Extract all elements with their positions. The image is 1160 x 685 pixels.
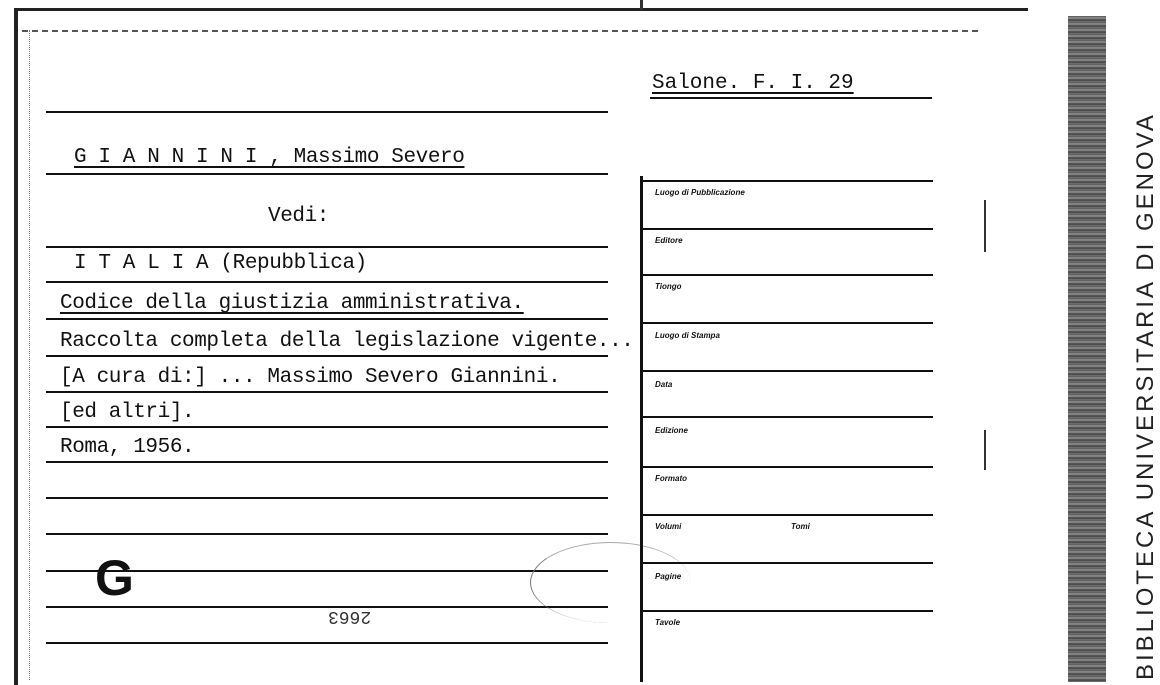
collection-letter: G bbox=[95, 550, 134, 606]
library-stamp bbox=[1112, 20, 1159, 680]
card-rule bbox=[46, 318, 608, 320]
card-rule bbox=[46, 606, 608, 608]
form-label-format: Formato bbox=[655, 474, 687, 483]
card-rule bbox=[46, 355, 608, 357]
form-row bbox=[643, 370, 933, 372]
author-heading: G I A N N I N I , Massimo Severo bbox=[74, 146, 465, 169]
card-rule bbox=[46, 461, 608, 463]
editor-line: [A cura di:] ... Massimo Severo Giannini. bbox=[60, 366, 561, 389]
card-rule bbox=[46, 497, 608, 499]
shelfmark-rule bbox=[650, 97, 932, 99]
scan-mark bbox=[640, 0, 643, 10]
form-row bbox=[643, 466, 933, 468]
publication-form bbox=[640, 176, 933, 682]
card-rule bbox=[46, 426, 608, 428]
stamp-border bbox=[1068, 16, 1106, 682]
card-rule bbox=[46, 246, 608, 248]
card-rule bbox=[46, 173, 608, 175]
form-label-volumes: Volumi bbox=[655, 522, 682, 531]
form-label-tomes: Tomi bbox=[791, 522, 810, 531]
title-line-2: Raccolta completa della legislazione vigente... bbox=[60, 330, 634, 353]
shelfmark: Salone. F. I. 29 bbox=[652, 72, 854, 95]
scan-mark bbox=[984, 430, 986, 470]
form-row bbox=[643, 228, 933, 230]
card-left-edge bbox=[29, 30, 30, 680]
others-line: [ed altri]. bbox=[60, 401, 195, 424]
card-top-edge bbox=[22, 30, 978, 33]
form-label-publisher: Editore bbox=[655, 236, 683, 245]
form-row bbox=[643, 180, 933, 182]
form-row bbox=[643, 514, 933, 516]
form-row bbox=[643, 416, 933, 418]
imprint-line: Roma, 1956. bbox=[60, 436, 195, 459]
form-label-edition: Edizione bbox=[655, 426, 688, 435]
form-label-plates: Tavole bbox=[655, 618, 681, 627]
see-label: Vedi: bbox=[268, 205, 330, 228]
form-label-date: Data bbox=[655, 380, 673, 389]
scan-mark bbox=[984, 200, 986, 252]
form-label-print-place: Luogo di Stampa bbox=[655, 331, 720, 340]
form-row bbox=[643, 610, 933, 612]
card-rule bbox=[46, 533, 608, 535]
card-rule bbox=[46, 391, 608, 393]
inventory-number: 2663 bbox=[328, 606, 372, 626]
form-row bbox=[643, 562, 933, 564]
card-rule bbox=[46, 642, 608, 644]
card-rule bbox=[46, 281, 608, 283]
card-rule bbox=[46, 111, 608, 113]
form-row bbox=[643, 274, 933, 276]
main-heading: I T A L I A (Repubblica) bbox=[74, 252, 367, 275]
form-label-time: Tiongo bbox=[655, 282, 682, 291]
form-label-pages: Pagine bbox=[655, 572, 682, 581]
form-row bbox=[643, 322, 933, 324]
library-stamp-text: BIBLIOTECA UNIVERSITARIA DI GENOVA bbox=[1132, 112, 1159, 680]
form-label-place: Luogo di Pubblicazione bbox=[655, 188, 745, 197]
title-line-1: Codice della giustizia amministrativa. bbox=[60, 292, 524, 315]
